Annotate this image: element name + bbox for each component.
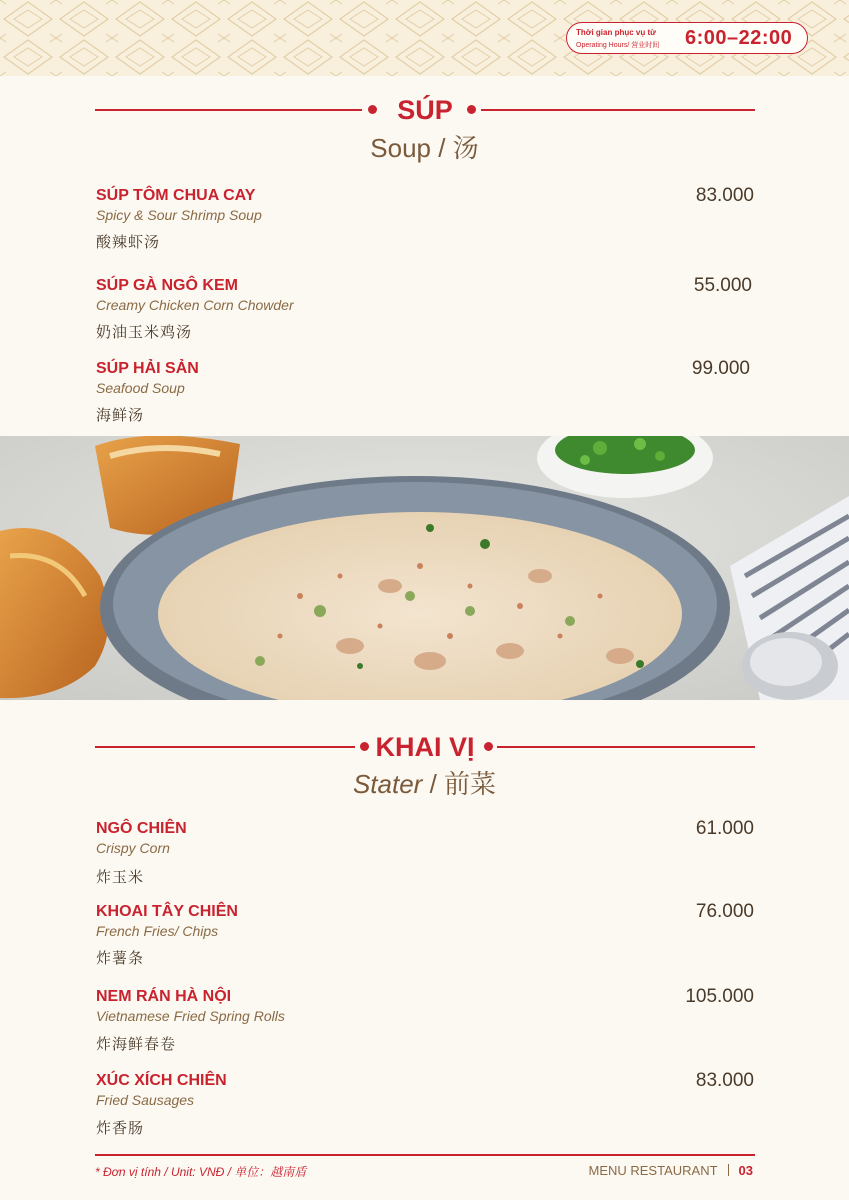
starter-subtitle-sep: / [422, 769, 445, 799]
hours-label-vn: Thời gian phục vụ từ [576, 28, 656, 37]
item-name-en: French Fries/ Chips [96, 923, 219, 939]
item-name-zh: 炸玉米 [96, 869, 145, 886]
item-price: 55.000 [693, 275, 752, 296]
hours-label-en: Operating Hours/ 营业时间 [576, 42, 660, 49]
item-name: XÚC XÍCH CHIÊN [96, 1072, 227, 1089]
menu-item [96, 360, 756, 430]
soup-section-header [95, 95, 755, 125]
item-price: 83.000 [695, 1070, 754, 1091]
item-price: 61.000 [695, 818, 754, 839]
footer-separator [728, 1164, 729, 1176]
page-number: 03 [738, 1163, 753, 1178]
item-name-en: Creamy Chicken Corn Chowder [96, 297, 294, 313]
soup-subtitle-en: Soup [370, 133, 432, 163]
item-name: NEM RÁN HÀ NỘI [96, 988, 232, 1005]
menu-item [96, 187, 756, 257]
divider-line-left [95, 746, 355, 748]
footer-currency-note: * Đơn vị tính / Unit: VNĐ / 单位：越南盾 [95, 1165, 307, 1179]
soup-subtitle-sep: / [431, 133, 453, 163]
soup-section-title: SÚP [397, 95, 453, 125]
item-name-en: Crispy Corn [96, 840, 170, 856]
menu-item [96, 820, 756, 890]
item-price: 99.000 [691, 358, 750, 379]
item-name: SÚP GÀ NGÔ KEM [96, 277, 238, 294]
item-name-en: Seafood Soup [96, 380, 185, 396]
operating-hours-badge [566, 22, 808, 54]
soup-photo [0, 436, 849, 700]
footer-label [588, 1163, 753, 1178]
item-price: 83.000 [695, 185, 754, 206]
item-name: SÚP TÔM CHUA CAY [96, 187, 256, 204]
divider-line-left [95, 109, 362, 111]
divider-dot-right [467, 105, 476, 114]
item-name-en: Fried Sausages [96, 1092, 195, 1108]
starter-subtitle-en: Stater [352, 769, 423, 799]
item-name: KHOAI TÂY CHIÊN [96, 903, 238, 920]
menu-item [96, 903, 756, 973]
starter-section-header [95, 732, 755, 762]
item-name-zh: 炸海鲜春卷 [96, 1036, 177, 1053]
item-name-zh: 海鲜汤 [96, 407, 145, 424]
item-price: 105.000 [685, 986, 754, 1007]
menu-item [96, 1072, 756, 1142]
item-name: SÚP HẢI SẢN [96, 360, 199, 377]
divider-dot-right [484, 742, 493, 751]
footer-divider [95, 1154, 755, 1156]
item-name-zh: 炸薯条 [96, 950, 145, 967]
starter-subtitle-zh: 前菜 [444, 769, 497, 799]
divider-line-right [481, 109, 755, 111]
soup-section-subtitle [0, 128, 849, 165]
item-name: NGÔ CHIÊN [96, 820, 187, 837]
item-name-zh: 炸香肠 [96, 1120, 145, 1137]
item-name-en: Vietnamese Fried Spring Rolls [96, 1008, 285, 1024]
starter-section-subtitle [0, 764, 849, 801]
item-name-zh: 酸辣虾汤 [96, 234, 161, 251]
footer-menu-label: MENU RESTAURANT [588, 1163, 718, 1178]
menu-item [96, 277, 756, 347]
item-name-zh: 奶油玉米鸡汤 [96, 324, 193, 341]
item-name-en: Spicy & Sour Shrimp Soup [96, 207, 262, 223]
hours-time: 6:00–22:00 [685, 27, 793, 49]
soup-subtitle-zh: 汤 [452, 133, 479, 163]
divider-line-right [497, 746, 755, 748]
starter-section-title: KHAI VỊ [375, 732, 475, 762]
menu-item [96, 988, 756, 1058]
item-price: 76.000 [695, 901, 754, 922]
